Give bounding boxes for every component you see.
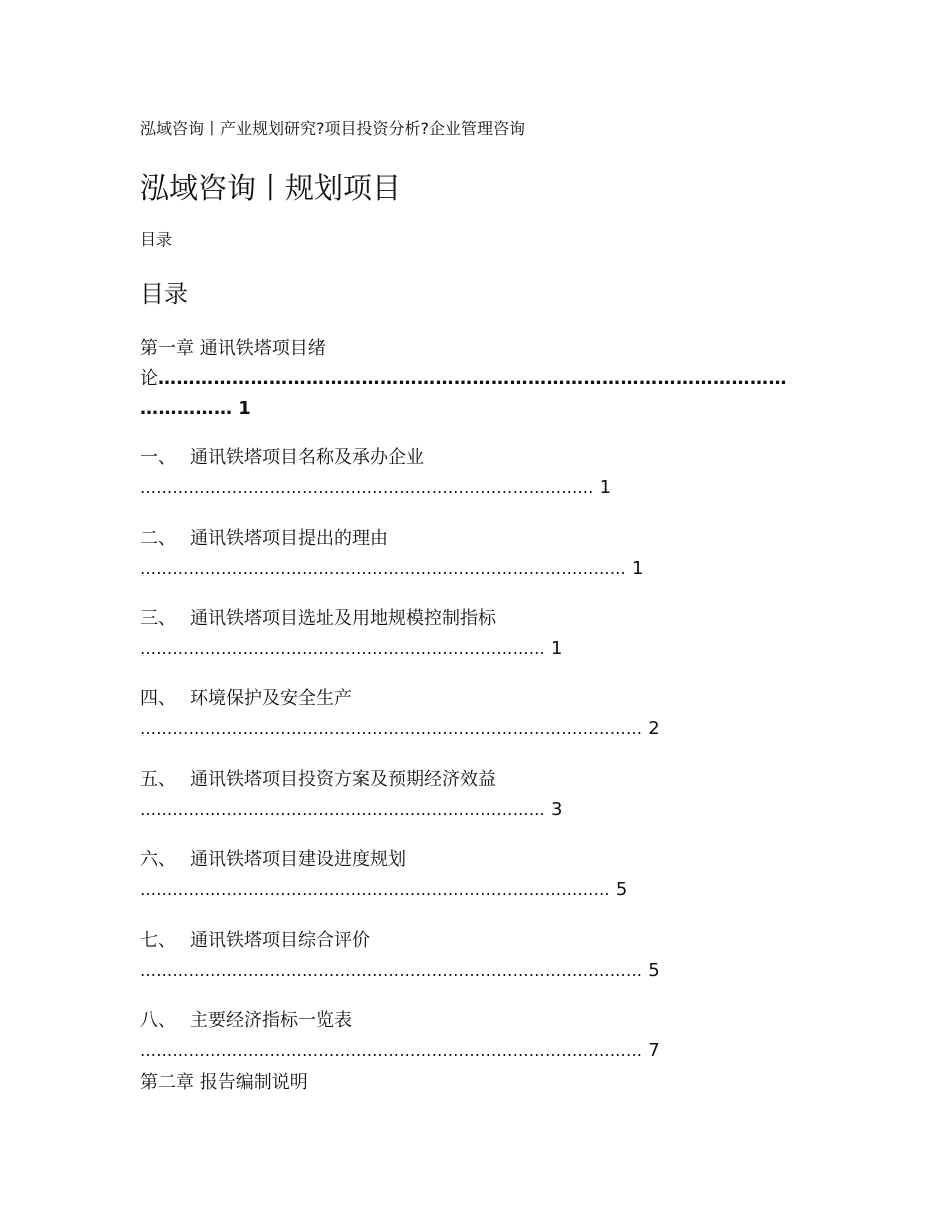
toc-item[interactable] <box>140 686 810 742</box>
toc-page-number: 1 <box>551 638 563 659</box>
toc-item-number: 五、 <box>140 769 176 790</box>
toc-item-number: 八、 <box>140 1010 176 1031</box>
toc-item[interactable] <box>140 526 810 582</box>
toc-item[interactable] <box>140 1008 810 1064</box>
chapter-1-leader-dots: ………………………………………………………………………………………… <box>158 368 787 389</box>
toc-leader-dots: …………………………………………………………………………… <box>140 880 610 899</box>
contents-label: 目录 <box>140 230 173 249</box>
toc-page-number: 5 <box>615 879 628 900</box>
document-title: 泓域咨询丨规划项目 <box>140 171 402 205</box>
toc-item-title: 通讯铁塔项目投资方案及预期经济效益 <box>190 769 496 790</box>
toc-page-number: 5 <box>648 960 660 981</box>
toc-item-number: 二、 <box>140 528 176 549</box>
toc-chapter-2[interactable]: 第二章 报告编制说明 <box>140 1072 308 1093</box>
toc-chapter-1[interactable] <box>140 334 810 424</box>
toc-leader-dots: ………………………………………………………………… <box>140 639 545 658</box>
toc-item-number: 六、 <box>140 849 176 870</box>
toc-heading: 目录 <box>140 280 188 308</box>
toc-item-number: 七、 <box>140 930 176 951</box>
toc-leader-dots: ………………………………………………………………………………… <box>140 961 643 980</box>
toc-leader-dots: ………………………………………………………………………………… <box>140 719 643 738</box>
toc-item[interactable] <box>140 445 810 501</box>
toc-page-number: 3 <box>551 799 563 820</box>
toc-leader-dots: ………………………………………………………………………… <box>140 478 594 497</box>
chapter-1-leader-line-2 <box>140 394 810 424</box>
toc-item-number: 三、 <box>140 608 176 629</box>
toc-leader-dots: ………………………………………………………………… <box>140 800 545 819</box>
chapter-1-title-cont: 论 <box>140 368 158 389</box>
chapter-1-title: 第一章 通讯铁塔项目绪 <box>140 338 326 359</box>
toc-item-title: 通讯铁塔项目建设进度规划 <box>190 849 406 870</box>
toc-item[interactable] <box>140 767 810 823</box>
chapter-1-leader-dots-2: …………… <box>140 398 233 419</box>
toc-leader-dots: ……………………………………………………………………………… <box>140 559 626 578</box>
toc-item-number: 四、 <box>140 688 176 709</box>
chapter-1-page-number: 1 <box>238 398 251 419</box>
toc-item-number: 一、 <box>140 447 176 468</box>
toc-page-number: 2 <box>648 718 660 739</box>
toc-leader-dots: ………………………………………………………………………………… <box>140 1041 643 1060</box>
toc-item-title: 通讯铁塔项目综合评价 <box>190 930 370 951</box>
toc-page-number: 7 <box>648 1040 660 1061</box>
page-header: 泓域咨询丨产业规划研究?项目投资分析?企业管理咨询 <box>140 119 525 138</box>
toc-page-number: 1 <box>632 558 644 579</box>
toc-page-number: 1 <box>599 477 612 498</box>
chapter-1-leader-line-1 <box>140 364 810 394</box>
toc-item-title: 通讯铁塔项目选址及用地规模控制指标 <box>190 608 496 629</box>
toc-item-title: 环境保护及安全生产 <box>190 688 352 709</box>
toc-item-title: 通讯铁塔项目提出的理由 <box>190 528 388 549</box>
toc-item[interactable] <box>140 606 810 662</box>
toc-item-title: 主要经济指标一览表 <box>190 1010 352 1031</box>
toc-item-title: 通讯铁塔项目名称及承办企业 <box>190 447 424 468</box>
toc-item[interactable] <box>140 928 810 984</box>
toc-item[interactable] <box>140 847 810 903</box>
